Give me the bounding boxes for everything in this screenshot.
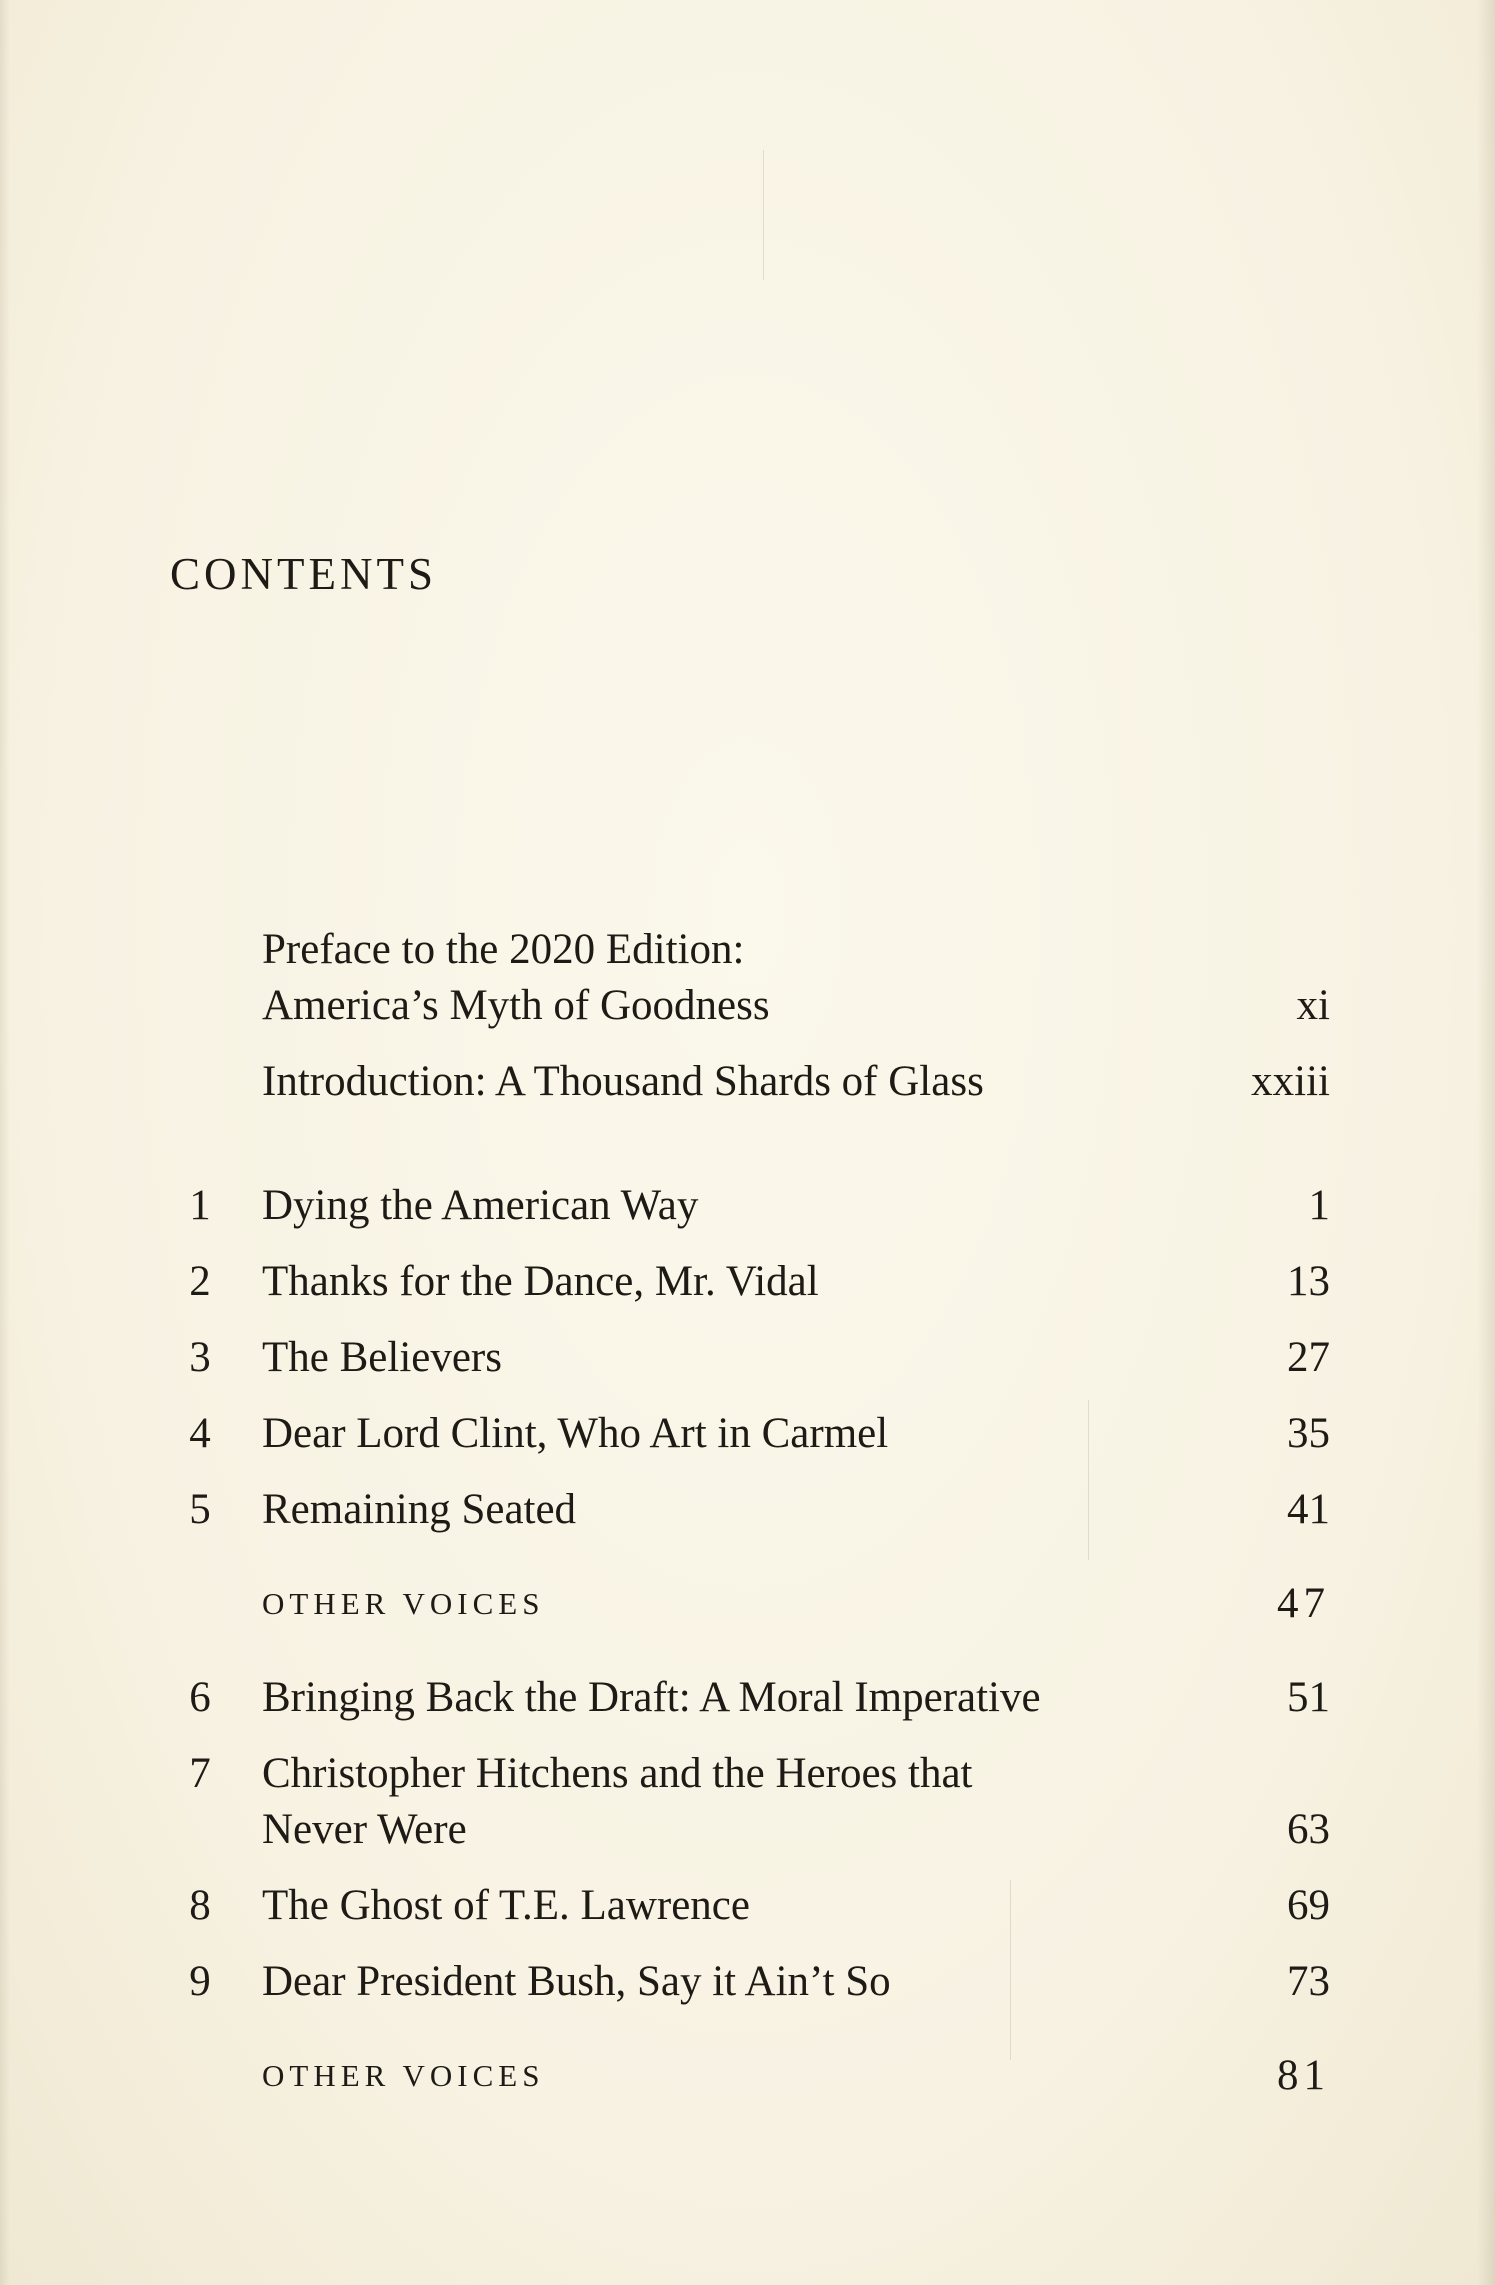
page-edge-shadow-right <box>1477 0 1495 2285</box>
entry-title: Remaining Seated <box>262 1486 577 1533</box>
chapter-number: 5 <box>189 1486 211 1533</box>
page-number: xi <box>1296 982 1330 1029</box>
entry-title: Dying the American Way <box>262 1182 699 1229</box>
toc-entry-chapter-7[interactable] <box>180 1746 1330 1858</box>
entry-title: Bringing Back the Draft: A Moral Imperative <box>262 1674 1041 1721</box>
page-number: 73 <box>1287 1958 1330 2005</box>
page-number: 63 <box>1287 1806 1330 1853</box>
page-number: 69 <box>1287 1882 1330 1929</box>
toc-entry-chapter-4[interactable] <box>180 1406 1330 1462</box>
entry-title: Introduction: A Thousand Shards of Glass <box>262 1058 984 1105</box>
toc-entry-chapter-5[interactable] <box>180 1482 1330 1538</box>
entry-title: Preface to the 2020 Edition: America’s Myth of Goodness <box>262 926 770 1029</box>
page-number: 47 <box>1277 1580 1330 1627</box>
entry-title: Christopher Hitchens and the Heroes that Never Were <box>262 1750 973 1853</box>
toc-entry-introduction[interactable] <box>180 1054 1330 1110</box>
page-number: 81 <box>1277 2052 1330 2099</box>
toc-entry-chapter-9[interactable] <box>180 1954 1330 2010</box>
toc-entry-other-voices[interactable] <box>180 2048 1330 2104</box>
toc-entry-chapter-8[interactable] <box>180 1878 1330 1934</box>
contents-heading: CONTENTS <box>170 549 437 599</box>
toc-entry-chapter-3[interactable] <box>180 1330 1330 1386</box>
page-number: 27 <box>1287 1334 1330 1381</box>
chapter-number: 4 <box>189 1410 211 1457</box>
chapter-number: 2 <box>189 1258 211 1305</box>
chapter-number: 3 <box>189 1334 211 1381</box>
toc-entry-chapter-6[interactable] <box>180 1670 1330 1726</box>
paper-crease <box>763 150 764 280</box>
page-number: 35 <box>1287 1410 1330 1457</box>
toc-entry-chapter-1[interactable] <box>180 1178 1330 1234</box>
toc-entry-other-voices[interactable] <box>180 1576 1330 1632</box>
entry-title: Dear President Bush, Say it Ain’t So <box>262 1958 891 2005</box>
chapter-number: 8 <box>189 1882 211 1929</box>
chapter-number: 6 <box>189 1674 211 1721</box>
page-number: 51 <box>1287 1674 1330 1721</box>
page-number: 1 <box>1308 1182 1330 1229</box>
page-number: xxiii <box>1251 1058 1330 1105</box>
section-title: OTHER VOICES <box>262 1586 545 1621</box>
toc-entry-preface[interactable] <box>180 922 1330 1034</box>
entry-title: Dear Lord Clint, Who Art in Carmel <box>262 1410 889 1457</box>
chapter-number: 1 <box>189 1182 211 1229</box>
chapter-number: 9 <box>189 1958 211 2005</box>
chapter-number: 7 <box>189 1750 211 1797</box>
page-number: 41 <box>1287 1486 1330 1533</box>
entry-title: Thanks for the Dance, Mr. Vidal <box>262 1258 819 1305</box>
table-of-contents <box>180 922 1330 2104</box>
toc-entry-chapter-2[interactable] <box>180 1254 1330 1310</box>
page-number: 13 <box>1287 1258 1330 1305</box>
entry-title: The Believers <box>262 1334 502 1381</box>
section-title: OTHER VOICES <box>262 2058 545 2093</box>
page-edge-shadow-left <box>0 0 10 2285</box>
entry-title: The Ghost of T.E. Lawrence <box>262 1882 750 1929</box>
